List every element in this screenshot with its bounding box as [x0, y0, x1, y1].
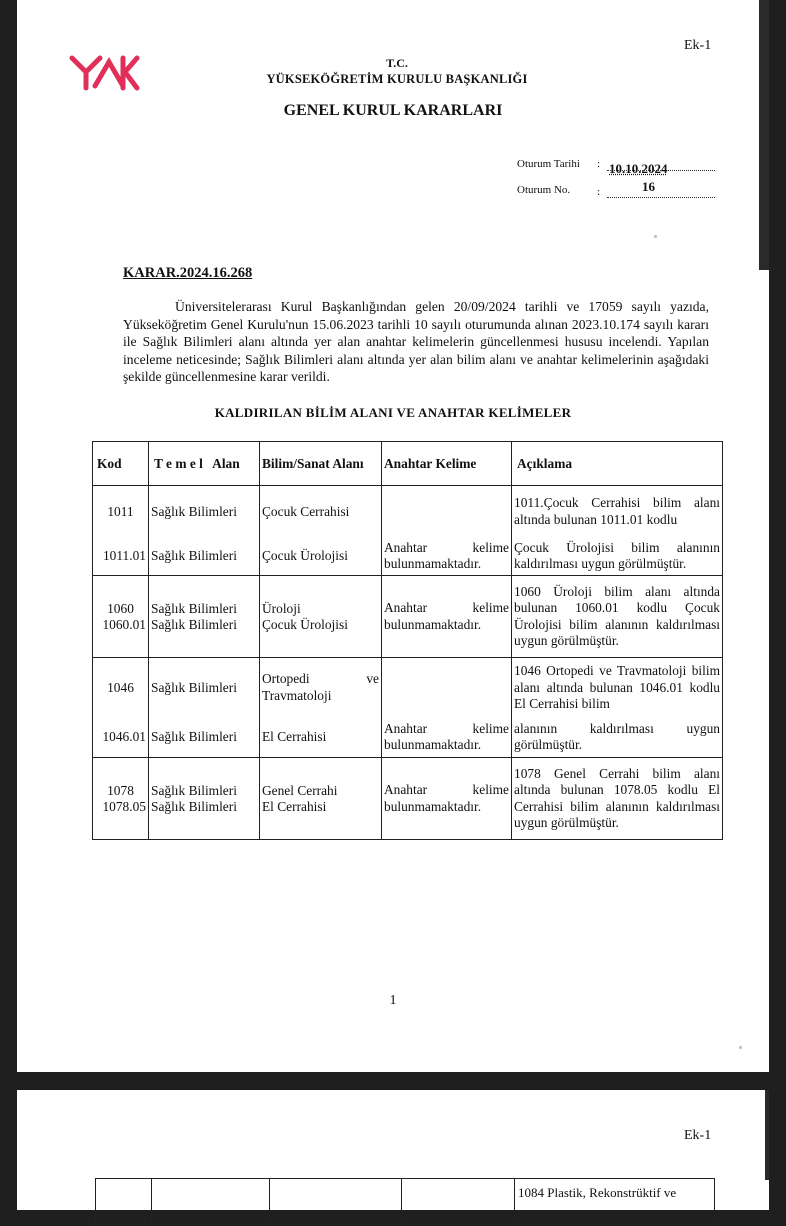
- document-page-1: [17, 0, 769, 1072]
- tc-heading: T.C.: [386, 56, 408, 70]
- scan-edge: [759, 0, 769, 270]
- row-code: [96, 1179, 152, 1226]
- row-keyword: Anahtar kelime bulunmamaktadır.: [382, 758, 512, 840]
- row-code: 1046: [93, 658, 149, 718]
- row-keyword: [402, 1179, 515, 1226]
- row-science-field: Çocuk Ürolojisi: [262, 616, 348, 632]
- row-main-field: [152, 1179, 270, 1226]
- row-code: 1078: [107, 782, 134, 798]
- row-science-field: Genel Cerrahi: [262, 782, 338, 798]
- page-number: 1: [389, 993, 397, 1008]
- row-code: 1011.01: [93, 538, 149, 576]
- row-science-field: Üroloji: [262, 600, 301, 616]
- row-keyword: Anahtar kelime bulunmamaktadır.: [382, 538, 512, 576]
- row-main-field: Sağlık Bilimleri: [149, 538, 260, 576]
- table-header-row: [93, 442, 723, 486]
- header-code: Kod: [93, 442, 149, 486]
- row-explanation: alanının kaldırılması uygun görülmüştür.: [512, 718, 723, 758]
- session-no-value: 16: [642, 179, 655, 194]
- header-keyword: Anahtar Kelime: [382, 442, 512, 486]
- table-row: [93, 658, 723, 718]
- annex-label: Ek-1: [684, 1128, 712, 1143]
- decision-paragraph: Üniversitelerarası Kurul Başkanlığından gelen 20/09/2024 tarihli ve 17059 sayılı yazıda, Yükseköğretim Genel Kurulu'nun 15.06.2023 tarihli 10 sayılı oturumunda alınan 2023.10.174 sayılı kararı ile Sağlık Bilimleri alanı altında yer alan anahtar kelimelerin güncellenmesi hususu incelendi. Yapılan inceleme neticesinde; Sağlık Bilimleri alanı altında yer alan bilim alanı ve anahtar kelimelerinin aşağıdaki şekilde güncellenmesine karar verildi.: [123, 299, 709, 385]
- session-date-label: Oturum Tarihi: [517, 158, 580, 170]
- session-date-colon: :: [597, 158, 601, 170]
- row-code: 1078.05: [102, 798, 146, 814]
- row-keyword: Anahtar kelime bulunmamaktadır.: [382, 576, 512, 658]
- session-no-label: Oturum No.: [517, 184, 571, 196]
- decision-number: KARAR.2024.16.268: [123, 265, 253, 281]
- row-science-field: Ortopedi ve Travmatoloji: [260, 658, 382, 718]
- session-no-dots: [607, 197, 715, 198]
- row-explanation: Çocuk Ürolojisi bilim alanının kaldırılması uygun görülmüştür.: [512, 538, 723, 576]
- row-science-field: Çocuk Cerrahisi: [260, 486, 382, 538]
- session-date-value: 10.10.2024: [609, 161, 668, 176]
- row-science-field: El Cerrahisi: [260, 718, 382, 758]
- row-main-field: Sağlık Bilimleri: [151, 616, 237, 632]
- session-no-colon: :: [597, 186, 601, 198]
- table-row: [93, 576, 723, 658]
- row-main-field: Sağlık Bilimleri: [151, 600, 237, 616]
- row-code: 1060.01: [102, 616, 146, 632]
- row-explanation: 1078 Genel Cerrahi bilim alanı altında bulunan 1078.05 kodlu El Cerrahisi bilim alanının kaldırılması uygun görülmüştür.: [512, 758, 723, 840]
- row-science-field: El Cerrahisi: [262, 798, 327, 814]
- row-code: 1046.01: [93, 718, 149, 758]
- row-explanation: 1060 Üroloji bilim alanı altında bulunan 1060.01 kodlu Çocuk Ürolojisi bilim alanının kaldırılması uygun görülmüştür.: [512, 576, 723, 658]
- header-main-field: T e m e l Alan: [149, 442, 260, 486]
- row-keyword: [382, 658, 512, 718]
- header-science-field: Bilim/Sanat Alanı: [260, 442, 382, 486]
- row-science-field: [270, 1179, 402, 1226]
- row-keyword: [382, 486, 512, 538]
- row-code: 1011: [93, 486, 149, 538]
- row-main-field: Sağlık Bilimleri: [149, 718, 260, 758]
- table-title: KALDIRILAN BİLİM ALANI VE ANAHTAR KELİMELER: [214, 405, 572, 420]
- continued-table: [95, 1178, 715, 1226]
- row-science-field: Çocuk Ürolojisi: [260, 538, 382, 576]
- annex-label: Ek-1: [684, 38, 712, 53]
- scan-speck: [654, 235, 657, 238]
- table-row: [96, 1179, 715, 1226]
- row-explanation: 1046 Ortopedi ve Travmatoloji bilim alanı altında bulunan 1046.01 kodlu El Cerrahisi bilim: [512, 658, 723, 718]
- table-row: [93, 538, 723, 576]
- row-keyword: Anahtar kelime bulunmamaktadır.: [382, 718, 512, 758]
- row-main-field: Sağlık Bilimleri: [149, 658, 260, 718]
- table-row: [93, 486, 723, 538]
- scan-edge: [765, 1090, 769, 1180]
- row-main-field: Sağlık Bilimleri: [149, 486, 260, 538]
- row-main-field: Sağlık Bilimleri: [151, 798, 237, 814]
- row-main-field: Sağlık Bilimleri: [151, 782, 237, 798]
- row-explanation: 1011.Çocuk Cerrahisi bilim alanı altında bulunan 1011.01 kodlu: [512, 486, 723, 538]
- header-explanation: Açıklama: [512, 442, 723, 486]
- board-heading: GENEL KURUL KARARLARI: [283, 102, 503, 119]
- table-row: [93, 758, 723, 840]
- table-row: [93, 718, 723, 758]
- row-code: 1060: [107, 600, 134, 616]
- removed-fields-table: [92, 441, 723, 840]
- scan-speck: [739, 1046, 742, 1049]
- document-page-2: [17, 1090, 769, 1210]
- row-explanation: 1084 Plastik, Rekonstrüktif ve: [515, 1179, 715, 1226]
- institution-heading: YÜKSEKÖĞRETİM KURULU BAŞKANLIĞI: [266, 72, 528, 86]
